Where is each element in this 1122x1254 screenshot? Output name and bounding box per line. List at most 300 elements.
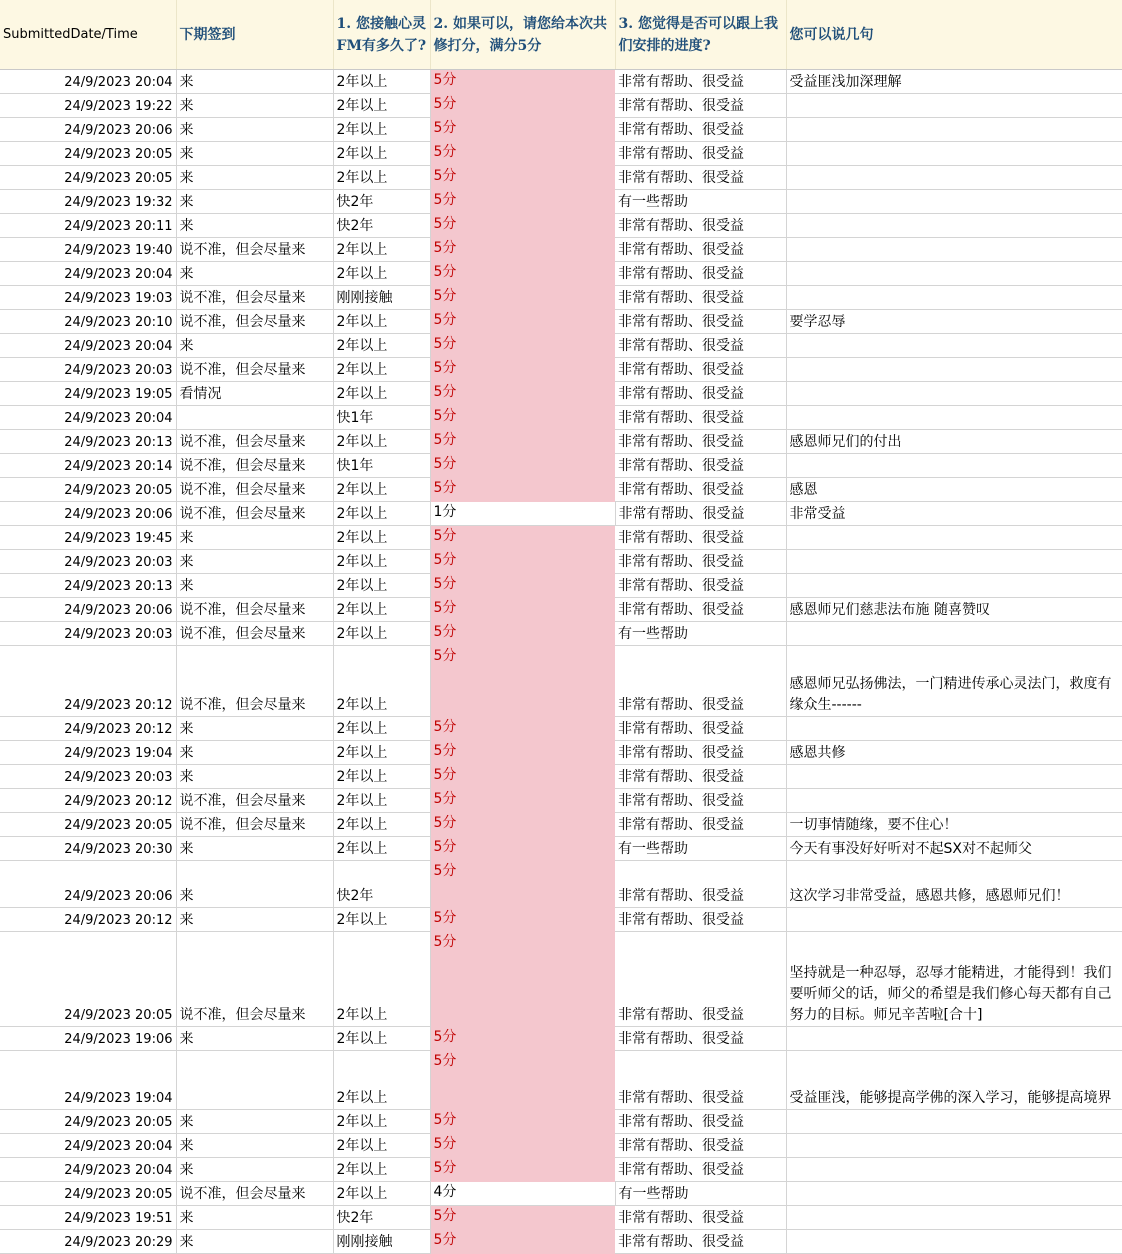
cell-score[interactable]: 5分 (430, 1110, 615, 1134)
cell-comment[interactable] (786, 717, 1122, 741)
cell-date[interactable]: 24/9/2023 20:04 (0, 334, 176, 358)
cell-checkin[interactable]: 来 (176, 1158, 333, 1182)
cell-date[interactable]: 24/9/2023 20:05 (0, 166, 176, 190)
cell-progress[interactable]: 非常有帮助、很受益 (615, 454, 786, 478)
cell-duration[interactable]: 2年以上 (333, 70, 430, 94)
cell-checkin[interactable]: 来 (176, 717, 333, 741)
cell-comment[interactable] (786, 1134, 1122, 1158)
cell-duration[interactable]: 2年以上 (333, 598, 430, 622)
cell-score[interactable]: 5分 (430, 932, 615, 1027)
cell-duration[interactable]: 2年以上 (333, 358, 430, 382)
cell-score[interactable]: 5分 (430, 765, 615, 789)
cell-date[interactable]: 24/9/2023 19:51 (0, 1206, 176, 1230)
cell-duration[interactable]: 快2年 (333, 214, 430, 238)
table-row (0, 526, 1122, 550)
cell-comment[interactable] (786, 1182, 1122, 1206)
cell-progress[interactable]: 非常有帮助、很受益 (615, 789, 786, 813)
cell-checkin[interactable]: 来 (176, 214, 333, 238)
cell-date[interactable]: 24/9/2023 20:06 (0, 118, 176, 142)
cell-score[interactable]: 5分 (430, 166, 615, 190)
cell-checkin[interactable]: 来 (176, 142, 333, 166)
table-row (0, 478, 1122, 502)
cell-date[interactable]: 24/9/2023 20:13 (0, 574, 176, 598)
cell-checkin[interactable]: 来 (176, 765, 333, 789)
cell-checkin[interactable]: 来 (176, 1110, 333, 1134)
cell-score[interactable]: 5分 (430, 334, 615, 358)
cell-score[interactable]: 5分 (430, 406, 615, 430)
cell-comment[interactable] (786, 358, 1122, 382)
cell-comment[interactable] (786, 1230, 1122, 1254)
cell-score[interactable]: 5分 (430, 1134, 615, 1158)
table-row (0, 310, 1122, 334)
cell-duration[interactable]: 2年以上 (333, 238, 430, 262)
cell-duration[interactable]: 2年以上 (333, 94, 430, 118)
cell-comment[interactable]: 受益匪浅，能够提高学佛的深入学习，能够提高境界 (786, 1051, 1122, 1110)
cell-checkin[interactable]: 来 (176, 837, 333, 861)
cell-duration[interactable]: 快2年 (333, 861, 430, 908)
cell-score[interactable]: 5分 (430, 94, 615, 118)
cell-date[interactable]: 24/9/2023 20:05 (0, 932, 176, 1027)
cell-progress[interactable]: 非常有帮助、很受益 (615, 94, 786, 118)
cell-comment[interactable] (786, 166, 1122, 190)
cell-comment[interactable] (786, 622, 1122, 646)
cell-comment[interactable]: 感恩师兄弘扬佛法，一门精进传承心灵法门，救度有缘众生------ (786, 646, 1122, 717)
cell-score[interactable]: 5分 (430, 142, 615, 166)
cell-duration[interactable]: 2年以上 (333, 622, 430, 646)
table-row (0, 262, 1122, 286)
cell-checkin[interactable]: 来 (176, 70, 333, 94)
cell-date[interactable]: 24/9/2023 20:04 (0, 262, 176, 286)
header-progress[interactable]: 3. 您觉得是否可以跟上我们安排的进度? (615, 0, 786, 70)
table-row (0, 574, 1122, 598)
cell-checkin[interactable]: 来 (176, 1027, 333, 1051)
cell-score[interactable]: 5分 (430, 861, 615, 908)
cell-score[interactable]: 5分 (430, 550, 615, 574)
cell-duration[interactable]: 2年以上 (333, 382, 430, 406)
cell-date[interactable]: 24/9/2023 20:14 (0, 454, 176, 478)
cell-duration[interactable]: 2年以上 (333, 717, 430, 741)
table-row (0, 166, 1122, 190)
cell-date[interactable]: 24/9/2023 20:05 (0, 142, 176, 166)
cell-progress[interactable]: 非常有帮助、很受益 (615, 646, 786, 717)
cell-duration[interactable]: 快1年 (333, 454, 430, 478)
table-row (0, 334, 1122, 358)
cell-checkin[interactable]: 说不准，但会尽量来 (176, 430, 333, 454)
cell-checkin[interactable]: 说不准，但会尽量来 (176, 813, 333, 837)
table-row (0, 765, 1122, 789)
cell-duration[interactable]: 刚刚接触 (333, 286, 430, 310)
cell-date[interactable]: 24/9/2023 19:32 (0, 190, 176, 214)
cell-progress[interactable]: 非常有帮助、很受益 (615, 1230, 786, 1254)
cell-checkin[interactable]: 来 (176, 334, 333, 358)
cell-duration[interactable]: 2年以上 (333, 1158, 430, 1182)
cell-duration[interactable]: 2年以上 (333, 550, 430, 574)
table-row (0, 118, 1122, 142)
cell-comment[interactable]: 坚持就是一种忍辱，忍辱才能精进，才能得到！我们要听师父的话，师父的希望是我们修心每天都有自己努力的目标。师兄辛苦啦[合十] (786, 932, 1122, 1027)
table-row (0, 1051, 1122, 1110)
cell-checkin[interactable]: 说不准，但会尽量来 (176, 310, 333, 334)
table-row (0, 550, 1122, 574)
cell-score[interactable]: 5分 (430, 1230, 615, 1254)
cell-duration[interactable]: 2年以上 (333, 1182, 430, 1206)
header-score[interactable]: 2. 如果可以，请您给本次共修打分，满分5分 (430, 0, 615, 70)
cell-checkin[interactable]: 说不准，但会尽量来 (176, 646, 333, 717)
cell-progress[interactable]: 非常有帮助、很受益 (615, 741, 786, 765)
cell-checkin[interactable]: 来 (176, 741, 333, 765)
cell-score[interactable]: 5分 (430, 1027, 615, 1051)
cell-progress[interactable]: 非常有帮助、很受益 (615, 1027, 786, 1051)
cell-comment[interactable] (786, 1110, 1122, 1134)
cell-score[interactable]: 5分 (430, 574, 615, 598)
cell-progress[interactable]: 有一些帮助 (615, 622, 786, 646)
cell-score[interactable]: 5分 (430, 262, 615, 286)
cell-progress[interactable]: 非常有帮助、很受益 (615, 334, 786, 358)
cell-comment[interactable] (786, 382, 1122, 406)
cell-progress[interactable]: 非常有帮助、很受益 (615, 166, 786, 190)
table-row (0, 1110, 1122, 1134)
cell-date[interactable]: 24/9/2023 20:11 (0, 214, 176, 238)
table-row (0, 190, 1122, 214)
cell-comment[interactable] (786, 454, 1122, 478)
cell-duration[interactable]: 2年以上 (333, 646, 430, 717)
cell-duration[interactable]: 2年以上 (333, 1051, 430, 1110)
cell-duration[interactable]: 2年以上 (333, 1027, 430, 1051)
table-row (0, 1158, 1122, 1182)
cell-progress[interactable]: 非常有帮助、很受益 (615, 70, 786, 94)
cell-progress[interactable]: 非常有帮助、很受益 (615, 238, 786, 262)
cell-duration[interactable]: 快1年 (333, 406, 430, 430)
cell-comment[interactable] (786, 238, 1122, 262)
cell-score[interactable]: 5分 (430, 646, 615, 717)
cell-date[interactable]: 24/9/2023 20:06 (0, 502, 176, 526)
cell-date[interactable]: 24/9/2023 19:06 (0, 1027, 176, 1051)
cell-checkin[interactable]: 来 (176, 550, 333, 574)
cell-progress[interactable]: 非常有帮助、很受益 (615, 526, 786, 550)
table-row (0, 286, 1122, 310)
cell-progress[interactable]: 非常有帮助、很受益 (615, 765, 786, 789)
cell-score[interactable]: 5分 (430, 526, 615, 550)
cell-comment[interactable] (786, 118, 1122, 142)
cell-score[interactable]: 5分 (430, 908, 615, 932)
cell-score[interactable]: 5分 (430, 70, 615, 94)
cell-duration[interactable]: 2年以上 (333, 142, 430, 166)
cell-checkin[interactable]: 来 (176, 262, 333, 286)
cell-date[interactable]: 24/9/2023 19:22 (0, 94, 176, 118)
cell-duration[interactable]: 快2年 (333, 190, 430, 214)
cell-date[interactable]: 24/9/2023 19:03 (0, 286, 176, 310)
cell-date[interactable]: 24/9/2023 20:29 (0, 1230, 176, 1254)
cell-duration[interactable]: 2年以上 (333, 789, 430, 813)
cell-progress[interactable]: 非常有帮助、很受益 (615, 406, 786, 430)
cell-progress[interactable]: 有一些帮助 (615, 190, 786, 214)
cell-checkin[interactable]: 来 (176, 190, 333, 214)
cell-score[interactable]: 5分 (430, 717, 615, 741)
cell-checkin[interactable]: 说不准，但会尽量来 (176, 358, 333, 382)
cell-comment[interactable] (786, 574, 1122, 598)
cell-checkin[interactable]: 说不准，但会尽量来 (176, 502, 333, 526)
table-row (0, 908, 1122, 932)
cell-checkin[interactable]: 来 (176, 118, 333, 142)
cell-date[interactable]: 24/9/2023 19:04 (0, 741, 176, 765)
cell-duration[interactable]: 快2年 (333, 1206, 430, 1230)
header-checkin[interactable]: 下期签到 (176, 0, 333, 70)
cell-checkin[interactable]: 说不准，但会尽量来 (176, 238, 333, 262)
cell-comment[interactable] (786, 286, 1122, 310)
cell-score[interactable]: 5分 (430, 382, 615, 406)
cell-date[interactable]: 24/9/2023 20:12 (0, 908, 176, 932)
cell-checkin[interactable]: 来 (176, 1230, 333, 1254)
cell-comment[interactable] (786, 406, 1122, 430)
cell-duration[interactable]: 2年以上 (333, 166, 430, 190)
table-row (0, 94, 1122, 118)
cell-progress[interactable]: 非常有帮助、很受益 (615, 598, 786, 622)
cell-score[interactable]: 5分 (430, 741, 615, 765)
cell-progress[interactable]: 非常有帮助、很受益 (615, 310, 786, 334)
cell-progress[interactable]: 非常有帮助、很受益 (615, 574, 786, 598)
cell-score[interactable]: 5分 (430, 430, 615, 454)
header-comment[interactable]: 您可以说几句 (786, 0, 1122, 70)
cell-progress[interactable]: 非常有帮助、很受益 (615, 430, 786, 454)
cell-score[interactable]: 5分 (430, 1051, 615, 1110)
cell-duration[interactable]: 2年以上 (333, 574, 430, 598)
header-row (0, 0, 1122, 70)
cell-progress[interactable]: 非常有帮助、很受益 (615, 1134, 786, 1158)
cell-duration[interactable]: 2年以上 (333, 262, 430, 286)
cell-duration[interactable]: 2年以上 (333, 908, 430, 932)
cell-date[interactable]: 24/9/2023 20:04 (0, 1134, 176, 1158)
table-row (0, 502, 1122, 526)
cell-duration[interactable]: 2年以上 (333, 502, 430, 526)
table-row (0, 741, 1122, 765)
cell-progress[interactable]: 非常有帮助、很受益 (615, 932, 786, 1027)
cell-comment[interactable]: 一切事情随缘，要不住心！ (786, 813, 1122, 837)
cell-progress[interactable]: 非常有帮助、很受益 (615, 1051, 786, 1110)
cell-duration[interactable]: 2年以上 (333, 118, 430, 142)
cell-checkin[interactable] (176, 406, 333, 430)
cell-score[interactable]: 5分 (430, 622, 615, 646)
cell-duration[interactable]: 2年以上 (333, 430, 430, 454)
cell-progress[interactable]: 非常有帮助、很受益 (615, 717, 786, 741)
cell-date[interactable]: 24/9/2023 20:05 (0, 478, 176, 502)
table-row (0, 789, 1122, 813)
table-row (0, 646, 1122, 717)
cell-date[interactable]: 24/9/2023 19:45 (0, 526, 176, 550)
cell-duration[interactable]: 2年以上 (333, 334, 430, 358)
table-row (0, 1134, 1122, 1158)
cell-checkin[interactable]: 来 (176, 1206, 333, 1230)
cell-date[interactable]: 24/9/2023 20:04 (0, 70, 176, 94)
cell-checkin[interactable]: 说不准，但会尽量来 (176, 598, 333, 622)
cell-checkin[interactable]: 来 (176, 574, 333, 598)
cell-date[interactable]: 24/9/2023 20:13 (0, 430, 176, 454)
cell-date[interactable]: 24/9/2023 20:03 (0, 622, 176, 646)
cell-comment[interactable] (786, 550, 1122, 574)
cell-checkin[interactable]: 来 (176, 166, 333, 190)
cell-checkin[interactable]: 说不准，但会尽量来 (176, 622, 333, 646)
table-row (0, 238, 1122, 262)
cell-comment[interactable] (786, 214, 1122, 238)
cell-date[interactable]: 24/9/2023 20:05 (0, 1182, 176, 1206)
cell-duration[interactable]: 2年以上 (333, 526, 430, 550)
cell-date[interactable]: 24/9/2023 20:06 (0, 861, 176, 908)
cell-checkin[interactable]: 来 (176, 861, 333, 908)
cell-score[interactable]: 5分 (430, 837, 615, 861)
cell-score[interactable]: 5分 (430, 789, 615, 813)
cell-date[interactable]: 24/9/2023 20:05 (0, 813, 176, 837)
cell-progress[interactable]: 非常有帮助、很受益 (615, 861, 786, 908)
cell-progress[interactable]: 有一些帮助 (615, 837, 786, 861)
cell-date[interactable]: 24/9/2023 20:03 (0, 765, 176, 789)
cell-score[interactable]: 4分 (430, 1182, 615, 1206)
table-row (0, 382, 1122, 406)
cell-progress[interactable]: 非常有帮助、很受益 (615, 1158, 786, 1182)
cell-duration[interactable]: 2年以上 (333, 478, 430, 502)
cell-score[interactable]: 5分 (430, 454, 615, 478)
cell-date[interactable]: 24/9/2023 20:05 (0, 1110, 176, 1134)
cell-comment[interactable] (786, 1206, 1122, 1230)
cell-comment[interactable]: 受益匪浅加深理解 (786, 70, 1122, 94)
table-header (0, 0, 1122, 70)
cell-score[interactable]: 5分 (430, 190, 615, 214)
cell-comment[interactable] (786, 789, 1122, 813)
cell-duration[interactable]: 2年以上 (333, 310, 430, 334)
table-row (0, 1027, 1122, 1051)
cell-progress[interactable]: 非常有帮助、很受益 (615, 908, 786, 932)
table-row (0, 406, 1122, 430)
cell-score[interactable]: 5分 (430, 118, 615, 142)
table-row (0, 454, 1122, 478)
cell-checkin[interactable]: 说不准，但会尽量来 (176, 932, 333, 1027)
cell-progress[interactable]: 非常有帮助、很受益 (615, 1110, 786, 1134)
table-row (0, 1206, 1122, 1230)
cell-date[interactable]: 24/9/2023 20:06 (0, 598, 176, 622)
table-row (0, 214, 1122, 238)
cell-duration[interactable]: 2年以上 (333, 1110, 430, 1134)
cell-comment[interactable]: 感恩 (786, 478, 1122, 502)
cell-duration[interactable]: 2年以上 (333, 813, 430, 837)
cell-date[interactable]: 24/9/2023 19:05 (0, 382, 176, 406)
cell-checkin[interactable]: 说不准，但会尽量来 (176, 454, 333, 478)
cell-comment[interactable]: 感恩师兄们的付出 (786, 430, 1122, 454)
cell-score[interactable]: 5分 (430, 813, 615, 837)
table-row (0, 622, 1122, 646)
cell-duration[interactable]: 2年以上 (333, 1134, 430, 1158)
cell-score[interactable]: 5分 (430, 598, 615, 622)
cell-comment[interactable] (786, 526, 1122, 550)
cell-score[interactable]: 5分 (430, 310, 615, 334)
cell-comment[interactable] (786, 334, 1122, 358)
cell-date[interactable]: 24/9/2023 20:03 (0, 550, 176, 574)
cell-date[interactable]: 24/9/2023 20:12 (0, 646, 176, 717)
cell-progress[interactable]: 非常有帮助、很受益 (615, 478, 786, 502)
cell-duration[interactable]: 2年以上 (333, 837, 430, 861)
table-body (0, 70, 1122, 1254)
cell-date[interactable]: 24/9/2023 20:12 (0, 717, 176, 741)
cell-score[interactable]: 5分 (430, 238, 615, 262)
table-row (0, 142, 1122, 166)
cell-score[interactable]: 5分 (430, 286, 615, 310)
cell-comment[interactable]: 要学忍辱 (786, 310, 1122, 334)
cell-checkin[interactable]: 说不准，但会尽量来 (176, 286, 333, 310)
cell-duration[interactable]: 2年以上 (333, 741, 430, 765)
cell-checkin[interactable]: 说不准，但会尽量来 (176, 789, 333, 813)
cell-comment[interactable] (786, 94, 1122, 118)
cell-date[interactable]: 24/9/2023 19:04 (0, 1051, 176, 1110)
cell-date[interactable]: 24/9/2023 19:40 (0, 238, 176, 262)
cell-date[interactable]: 24/9/2023 20:10 (0, 310, 176, 334)
cell-date[interactable]: 24/9/2023 20:12 (0, 789, 176, 813)
table-row (0, 598, 1122, 622)
cell-score[interactable]: 5分 (430, 358, 615, 382)
cell-progress[interactable]: 有一些帮助 (615, 1182, 786, 1206)
cell-progress[interactable]: 非常有帮助、很受益 (615, 1206, 786, 1230)
cell-score[interactable]: 5分 (430, 1206, 615, 1230)
cell-checkin[interactable]: 看情况 (176, 382, 333, 406)
cell-duration[interactable]: 2年以上 (333, 765, 430, 789)
cell-progress[interactable]: 非常有帮助、很受益 (615, 142, 786, 166)
table-row (0, 813, 1122, 837)
cell-duration[interactable]: 刚刚接触 (333, 1230, 430, 1254)
cell-comment[interactable]: 这次学习非常受益，感恩共修，感恩师兄们！ (786, 861, 1122, 908)
cell-comment[interactable] (786, 765, 1122, 789)
cell-progress[interactable]: 非常有帮助、很受益 (615, 214, 786, 238)
table-row (0, 837, 1122, 861)
cell-score[interactable]: 5分 (430, 478, 615, 502)
cell-comment[interactable] (786, 1027, 1122, 1051)
cell-checkin[interactable]: 来 (176, 94, 333, 118)
cell-progress[interactable]: 非常有帮助、很受益 (615, 262, 786, 286)
cell-comment[interactable] (786, 1158, 1122, 1182)
cell-comment[interactable]: 今天有事没好好听对不起SX对不起师父 (786, 837, 1122, 861)
cell-progress[interactable]: 非常有帮助、很受益 (615, 118, 786, 142)
cell-checkin[interactable]: 说不准，但会尽量来 (176, 1182, 333, 1206)
cell-progress[interactable]: 非常有帮助、很受益 (615, 813, 786, 837)
cell-score[interactable]: 5分 (430, 214, 615, 238)
table-row (0, 717, 1122, 741)
header-submitted-date[interactable]: SubmittedDate/Time (0, 0, 176, 70)
cell-duration[interactable]: 2年以上 (333, 932, 430, 1027)
cell-comment[interactable] (786, 142, 1122, 166)
cell-comment[interactable] (786, 190, 1122, 214)
cell-checkin[interactable]: 来 (176, 908, 333, 932)
cell-progress[interactable]: 非常有帮助、很受益 (615, 382, 786, 406)
table-row (0, 358, 1122, 382)
cell-score[interactable]: 5分 (430, 1158, 615, 1182)
cell-progress[interactable]: 非常有帮助、很受益 (615, 502, 786, 526)
cell-comment[interactable] (786, 908, 1122, 932)
cell-date[interactable]: 24/9/2023 20:03 (0, 358, 176, 382)
table-row (0, 861, 1122, 908)
cell-checkin[interactable] (176, 1051, 333, 1110)
cell-checkin[interactable]: 来 (176, 526, 333, 550)
cell-progress[interactable]: 非常有帮助、很受益 (615, 550, 786, 574)
table-row (0, 1182, 1122, 1206)
cell-date[interactable]: 24/9/2023 20:04 (0, 406, 176, 430)
header-duration[interactable]: 1. 您接触心灵FM有多久了? (333, 0, 430, 70)
cell-progress[interactable]: 非常有帮助、很受益 (615, 358, 786, 382)
cell-progress[interactable]: 非常有帮助、很受益 (615, 286, 786, 310)
cell-comment[interactable]: 感恩共修 (786, 741, 1122, 765)
cell-comment[interactable] (786, 262, 1122, 286)
cell-score[interactable]: 1分 (430, 502, 615, 526)
table-row (0, 932, 1122, 1027)
cell-checkin[interactable]: 来 (176, 1134, 333, 1158)
cell-date[interactable]: 24/9/2023 20:04 (0, 1158, 176, 1182)
cell-checkin[interactable]: 说不准，但会尽量来 (176, 478, 333, 502)
cell-comment[interactable]: 感恩师兄们慈悲法布施 随喜赞叹 (786, 598, 1122, 622)
cell-date[interactable]: 24/9/2023 20:30 (0, 837, 176, 861)
cell-comment[interactable]: 非常受益 (786, 502, 1122, 526)
